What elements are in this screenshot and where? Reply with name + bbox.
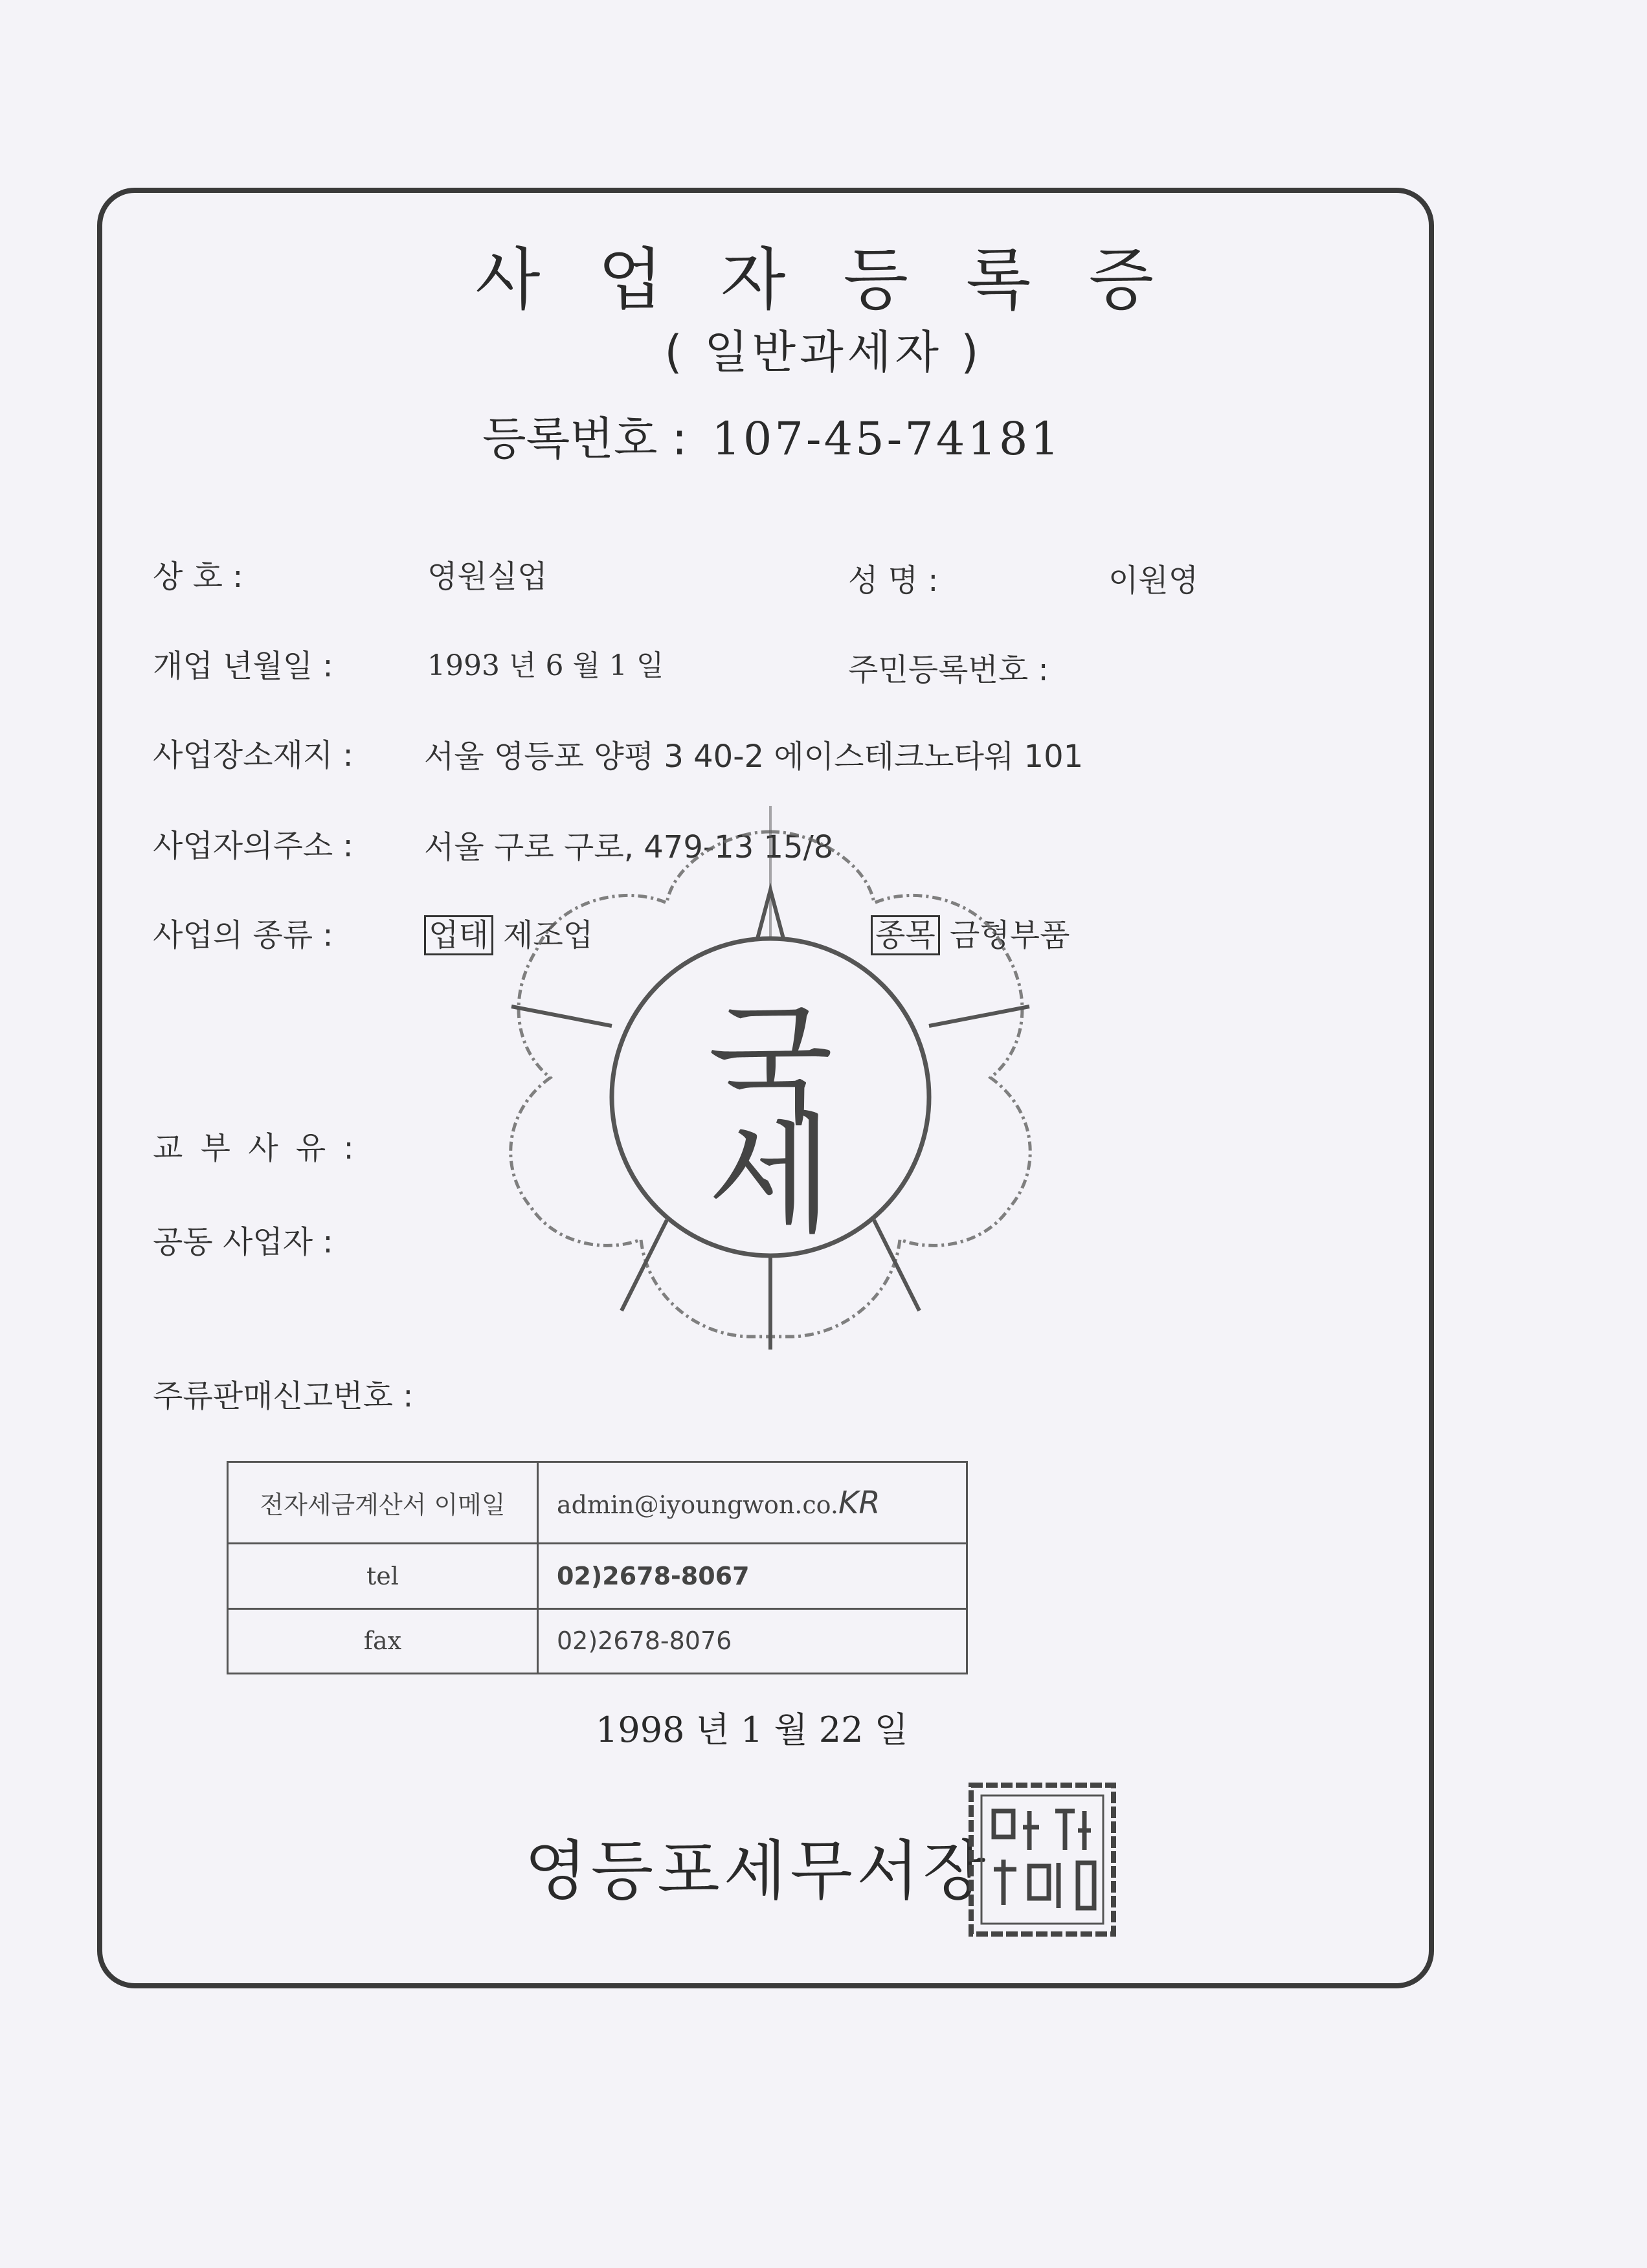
email-key: 전자세금계산서 이메일 <box>228 1462 538 1544</box>
resident-number-label: 주민등록번호 : <box>848 652 1049 688</box>
registration-number: 107-45-74181 <box>711 412 1062 465</box>
category-value: 제조업 <box>503 917 594 953</box>
fax-value: 02)2678-8076 <box>538 1608 967 1673</box>
item-value: 금형부품 <box>950 917 1070 953</box>
place-value: 서울 영등포 양평 3 40-2 에이스테크노타워 101 <box>424 739 1084 775</box>
tax-office-name: 영등포세무서장 <box>524 1833 990 1909</box>
fax-key: fax <box>228 1608 538 1673</box>
tel-value: 02)2678-8067 <box>538 1544 967 1608</box>
issue-date: 1998 년 1 월 22 일 <box>596 1709 908 1750</box>
emblem-text-top: 국 <box>708 990 833 1141</box>
business-type-label: 사업의 종류 : <box>153 917 333 953</box>
national-tax-emblem-icon <box>453 806 1088 1369</box>
address-label: 사업자의주소 : <box>153 828 353 864</box>
open-date-label: 개업 년월일 : <box>153 648 333 684</box>
official-stamp-icon <box>965 1779 1120 1940</box>
trade-name-value: 영원실업 <box>427 559 548 595</box>
item-box: 종목 <box>871 915 940 955</box>
document-subtitle: ( 일반과세자 ) <box>664 326 983 379</box>
name-value: 이원영 <box>1108 562 1199 599</box>
document-title: 사 업 자 등 록 증 <box>475 240 1172 319</box>
open-date-value: 1993 년 6 월 1 일 <box>427 649 664 682</box>
emblem-text-bottom: 세 <box>708 1100 833 1251</box>
table-row <box>228 1544 967 1608</box>
address-value: 서울 구로 구로, 479-13 15/8 <box>424 829 834 865</box>
issue-reason-label: 교 부 사 유 : <box>153 1130 358 1166</box>
name-label: 성 명 : <box>848 562 939 599</box>
category-box: 업태 <box>424 915 493 955</box>
table-row <box>228 1608 967 1673</box>
contact-table <box>227 1461 968 1674</box>
liquor-license-label: 주류판매신고번호 : <box>153 1378 414 1414</box>
registration-label: 등록번호 : <box>482 412 688 465</box>
trade-name-label: 상 호 : <box>153 559 243 595</box>
email-value: admin@iyoungwon.co.KR <box>538 1462 967 1544</box>
joint-business-label: 공동 사업자 : <box>153 1224 333 1260</box>
tel-key: tel <box>228 1544 538 1608</box>
place-label: 사업장소재지 : <box>153 737 353 773</box>
table-row <box>228 1462 967 1544</box>
registration-number-row <box>482 403 1062 468</box>
email-handwritten-suffix: KR <box>838 1484 880 1521</box>
